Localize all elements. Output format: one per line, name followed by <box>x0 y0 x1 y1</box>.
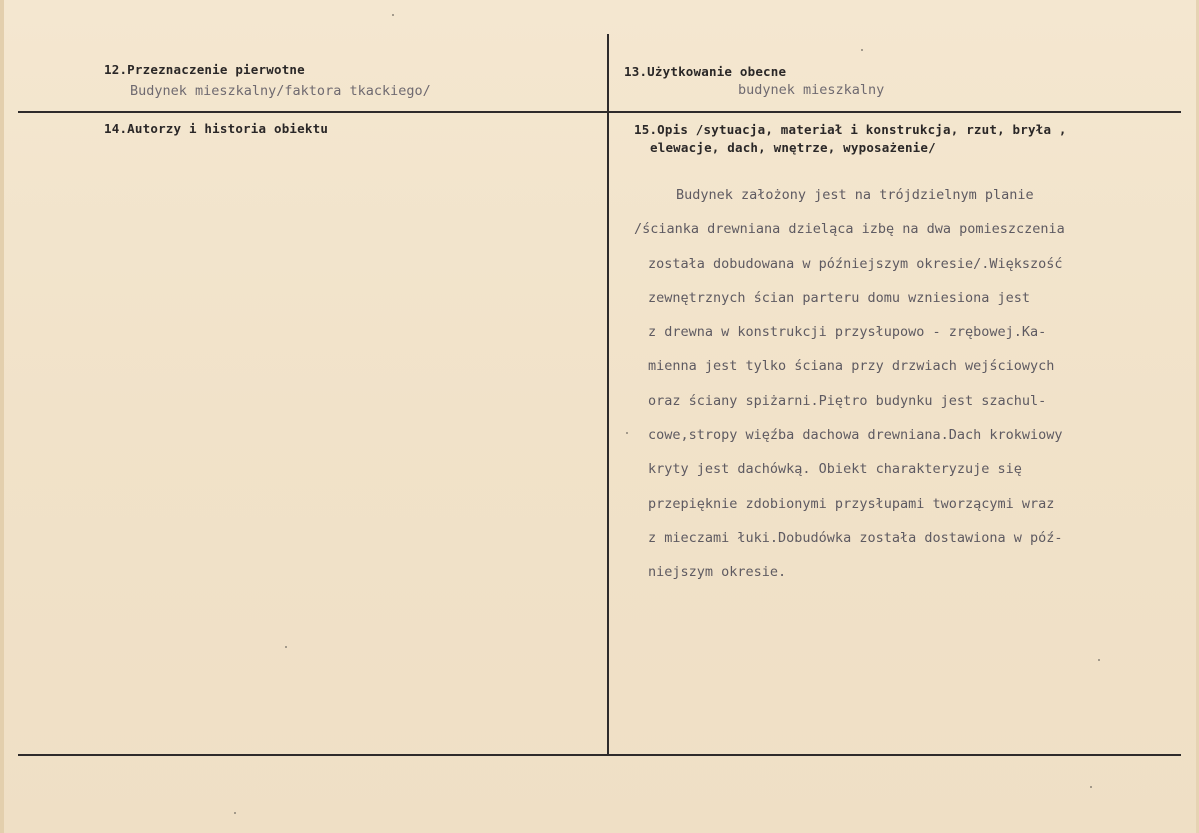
bottom-rule <box>18 754 1181 756</box>
paper-speck <box>234 812 236 814</box>
field-15-label-line-2: elewacje, dach, wnętrze, wyposażenie/ <box>650 140 936 155</box>
description-line: oraz ściany spiżarni.Piętro budynku jest szachul- <box>648 392 1047 409</box>
field-12-value: Budynek mieszkalny/faktora tkackiego/ <box>130 83 431 99</box>
paper-speck <box>626 432 628 434</box>
description-line: mienna jest tylko ściana przy drzwiach wejściowych <box>648 358 1055 375</box>
field-14-label: 14.Autorzy i historia obiektu <box>104 121 329 136</box>
field-15-description <box>634 178 1174 590</box>
field-15-label-line-1: 15.Opis /sytuacja, materiał i konstrukcja, rzut, bryła , <box>634 122 1067 137</box>
field-13-value: budynek mieszkalny <box>738 82 885 98</box>
paper-speck <box>1090 786 1092 788</box>
description-line: niejszym okresie. <box>648 564 787 581</box>
paper-speck <box>392 14 394 16</box>
description-line: cowe,stropy więźba dachowa drewniana.Dach krokwiowy <box>648 427 1063 444</box>
description-line: Budynek założony jest na trójdzielnym planie <box>676 187 1034 203</box>
paper-speck <box>861 49 863 51</box>
description-line: kryty jest dachówką. Obiekt charakteryzuje się <box>648 461 1022 478</box>
description-line: została dobudowana w późniejszym okresie/.Większość <box>648 255 1063 272</box>
description-line: zewnętrznych ścian parteru domu wzniesiona jest <box>648 289 1031 306</box>
card-left-edge <box>0 0 4 833</box>
field-12-label: 12.Przeznaczenie pierwotne <box>104 62 305 77</box>
field-13-label: 13.Użytkowanie obecne <box>624 64 787 79</box>
description-line: przepięknie zdobionymi przysłupami tworzącymi wraz <box>648 495 1055 512</box>
description-line: z mieczami łuki.Dobudówka została dostawiona w póź- <box>648 529 1063 546</box>
row-divider <box>18 111 1181 113</box>
description-line: /ścianka drewniana dzieląca izbę na dwa pomieszczenia <box>634 221 1065 238</box>
description-line: z drewna w konstrukcji przysłupowo - zrębowej.Ka- <box>648 324 1047 341</box>
paper-speck <box>1098 659 1100 661</box>
column-divider <box>607 34 609 756</box>
paper-speck <box>285 646 287 648</box>
